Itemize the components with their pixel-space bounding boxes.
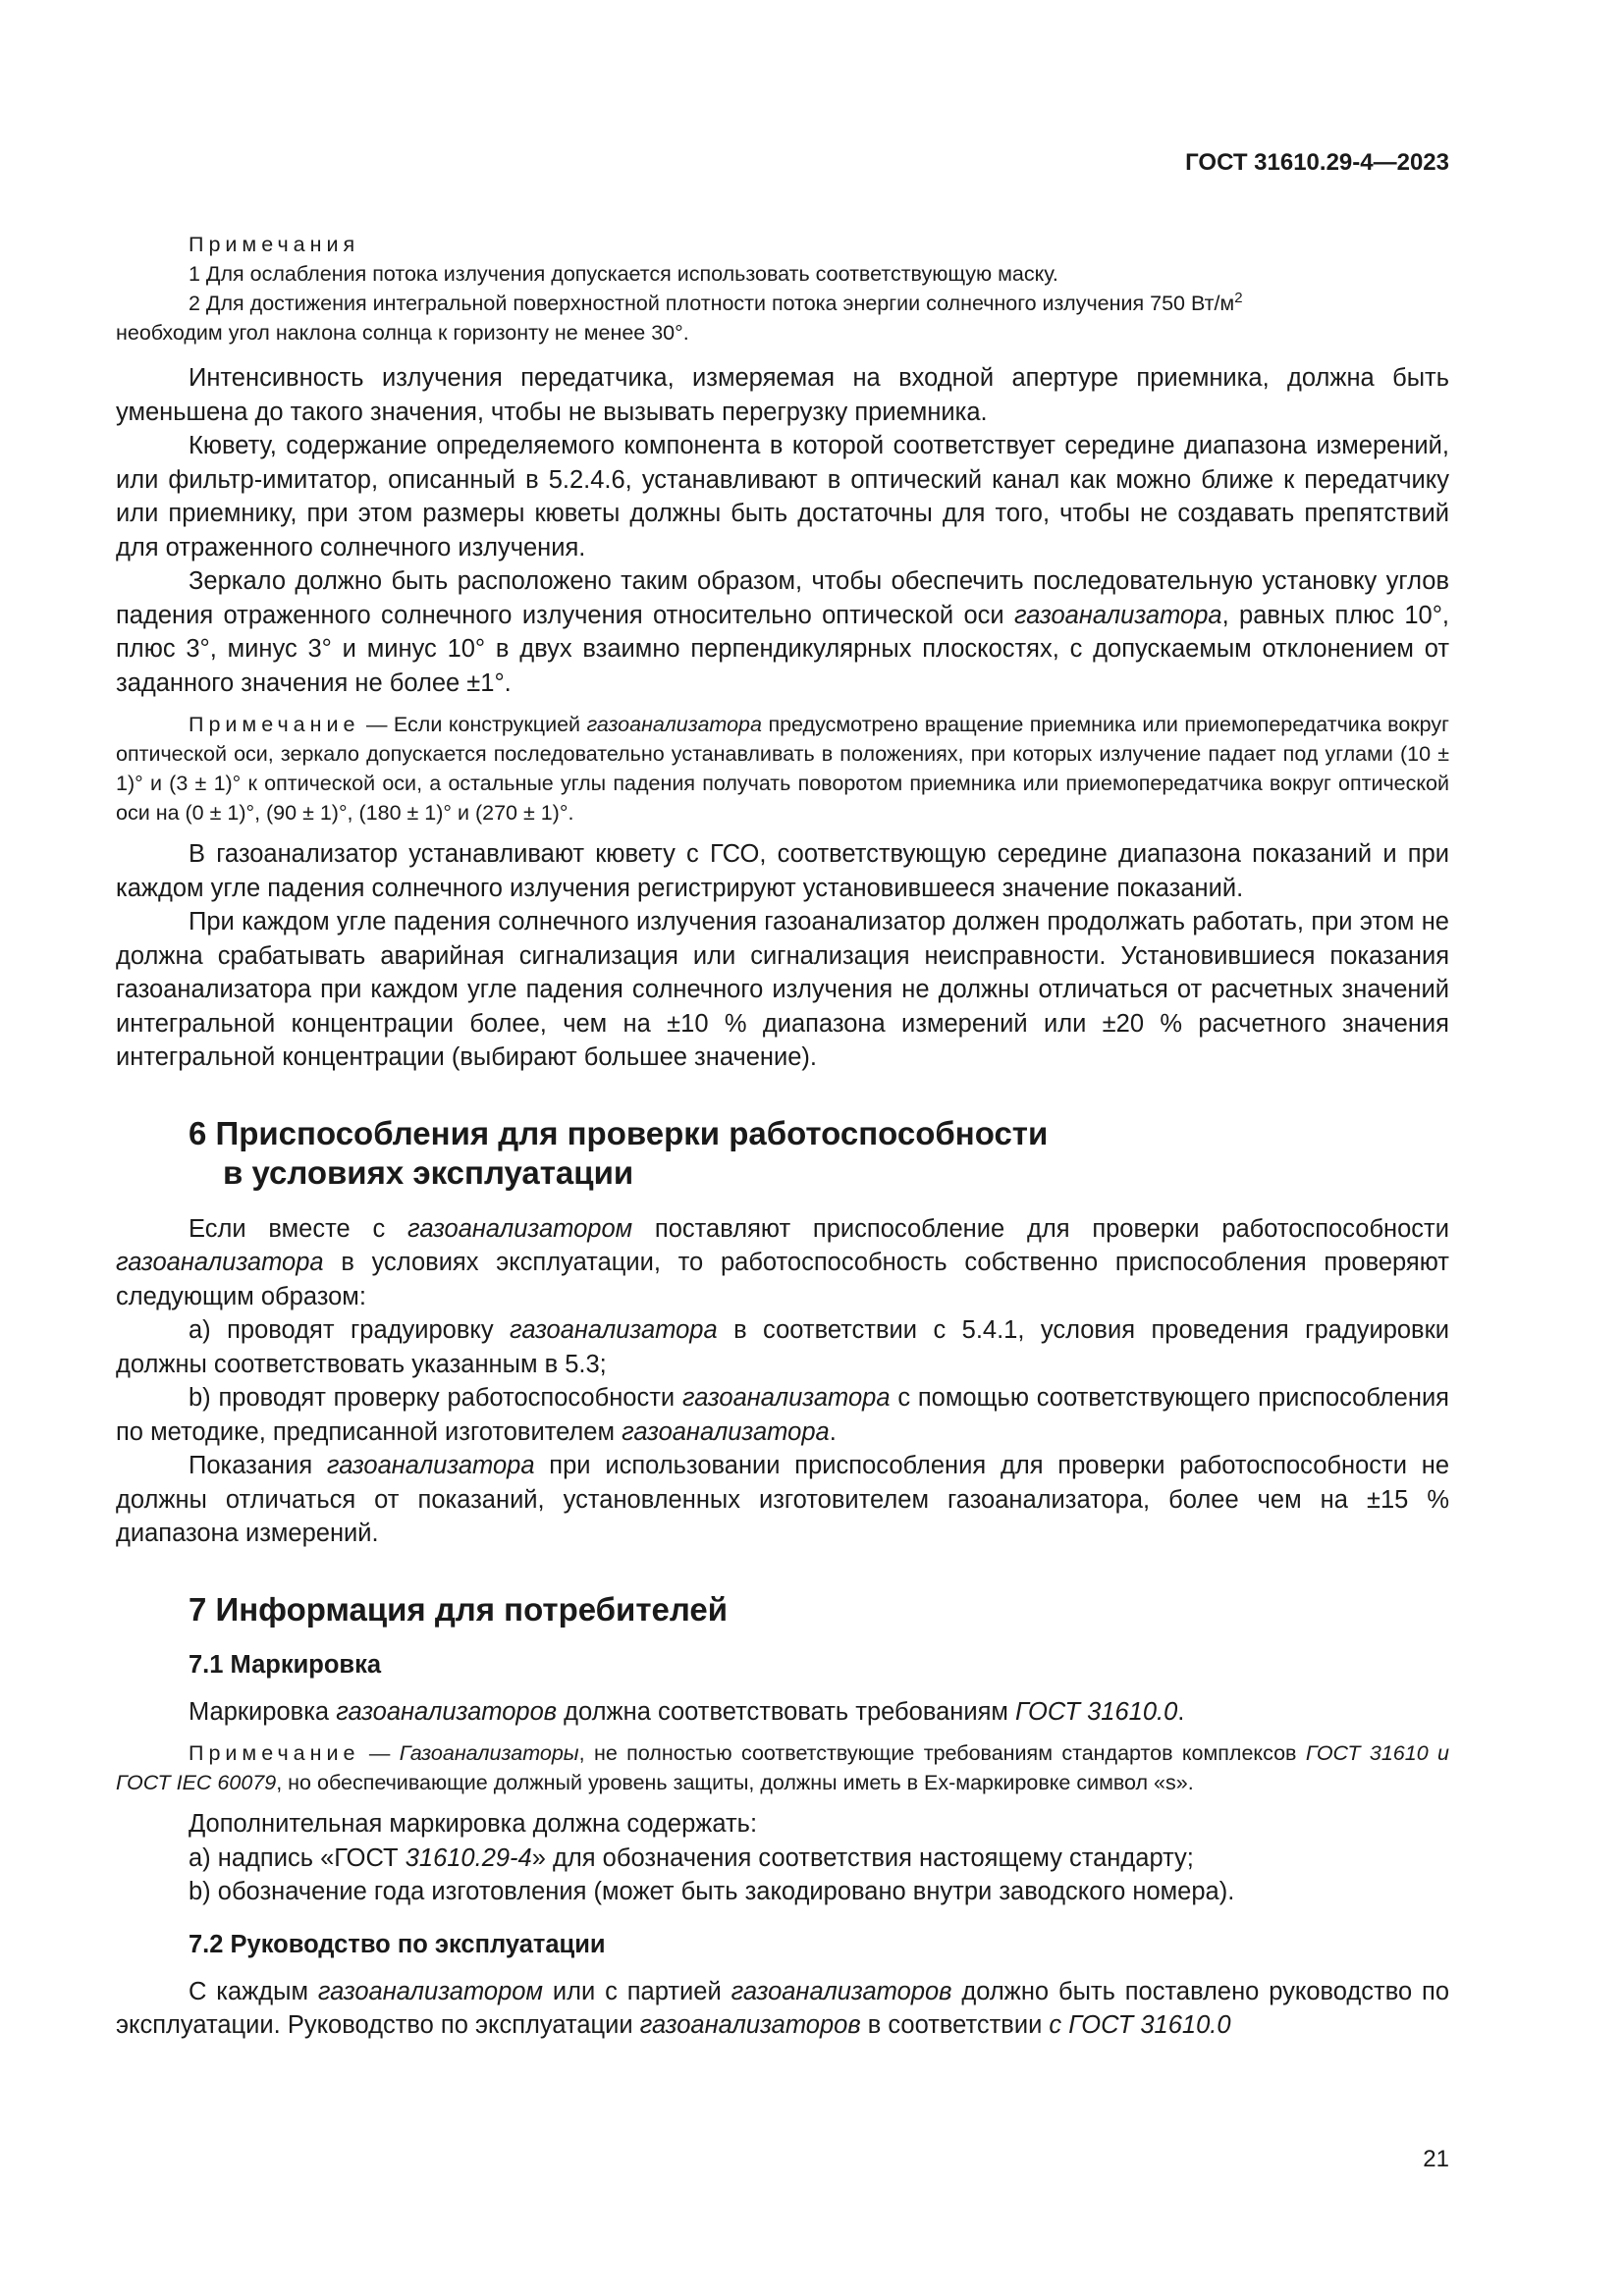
- paragraph: Интенсивность излучения передатчика, измеряемая на входной апертуре приемника, должна быть уменьшена до такого значения, чтобы не вызывать перегрузку приемника.: [116, 364, 1449, 426]
- subsection-7-2-heading: 7.2 Руководство по эксплуатации: [189, 1930, 606, 1958]
- note-2-continued: необходим угол наклона солнца к горизонту не менее 30°.: [116, 321, 689, 345]
- paragraph: Если вместе с газоанализатором поставляют приспособление для проверки работоспособности газоанализатора в условиях эксплуатации, то работоспособность собственно приспособления проверяют следующим образом:: [116, 1214, 1449, 1310]
- document-header: ГОСТ 31610.29-4—2023: [1185, 149, 1449, 176]
- paragraph: С каждым газоанализатором или с партией газоанализаторов должно быть поставлено руководство по эксплуатации. Руководство по эксплуатации газоанализаторов в соответствии с ГОСТ 31610.0: [116, 1977, 1450, 2039]
- paragraph: Показания газоанализатора при использовании приспособления для проверки работоспособности не должны отличаться от показаний, установленных изготовителем газоанализатора, более чем на ±15 % диапазона измерений.: [116, 1452, 1449, 1547]
- list-item: а) надпись «ГОСТ 31610.29-4» для обозначения соответствия настоящему стандарту;: [189, 1843, 1194, 1872]
- paragraph: Кювету, содержание определяемого компонента в которой соответствует середине диапазона измерений, или фильтр-имитатор, описанный в 5.2.4.6, устанавливают в оптический канал как можно ближе к передатчику или приемнику, при этом размеры кюветы должны быть достаточны для того, чтобы не создавать препятствий для отраженного солнечного излучения.: [116, 432, 1449, 561]
- paragraph: Дополнительная маркировка должна содержать:: [189, 1810, 758, 1838]
- subsection-7-1-heading: 7.1 Маркировка: [189, 1650, 382, 1679]
- notes-title: Примечания: [189, 233, 360, 256]
- paragraph: Зеркало должно быть расположено таким образом, чтобы обеспечить последовательную установку углов падения отраженного солнечного излучения относительно оптической оси газоанализатора, равных плюс 10°, плюс 3°, минус 3° и минус 10° в двух взаимно перпендикулярных плоскостях, с допускаемым отклонением от заданного значения не более ±1°.: [116, 567, 1449, 697]
- paragraph: При каждом угле падения солнечного излучения газоанализатор должен продолжать работать, при этом не должна срабатывать аварийная сигнализация или сигнализация неисправности. Установившиеся показания газоанализатора при каждом угле падения солнечного излучения не должны отличаться от расчетных значений интегральной концентрации более, чем на ±10 % диапазона измерений или ±20 % расчетного значения интегральной концентрации (выбирают большее значение).: [116, 908, 1449, 1071]
- list-item: а) проводят градуировку газоанализатора в соответствии с 5.4.1, условия проведения градуировки должны соответствовать указанным в 5.3;: [116, 1316, 1450, 1378]
- note-1: 1 Для ослабления потока излучения допускается использовать соответствующую маску.: [189, 262, 1058, 286]
- list-item: b) проводят проверку работоспособности газоанализатора с помощью соответствующего приспособления по методике, предписанной изготовителем газоанализатора.: [116, 1384, 1449, 1446]
- page-content: [116, 230, 1449, 2043]
- note-marking: Примечание — Газоанализаторы, не полностью соответствующие требованиям стандартов комплексов ГОСТ 31610 и ГОСТ IEC 60079, но обеспечивающие должный уровень защиты, должны иметь в Ех-маркировке символ «s».: [116, 1741, 1449, 1794]
- section-6-heading: 6 Приспособления для проверки работоспособности в условиях эксплуатации: [189, 1114, 1049, 1191]
- paragraph: В газоанализатор устанавливают кювету с ГСО, соответствующую середине диапазона показаний и при каждом угле падения солнечного излучения регистрируют установившееся значение показаний.: [116, 840, 1449, 902]
- paragraph: Маркировка газоанализаторов должна соответствовать требованиям ГОСТ 31610.0.: [189, 1697, 1185, 1726]
- note-2: 2 Для достижения интегральной поверхностной плотности потока энергии солнечного излучения 750 $Вт/м^2$: [189, 289, 1243, 315]
- list-item: b) обозначение года изготовления (может быть закодировано внутри заводского номера).: [189, 1878, 1235, 1905]
- section-7-heading: 7 Информация для потребителей: [189, 1590, 729, 1628]
- page-number: 21: [1423, 2146, 1449, 2172]
- note-rotation: Примечание — Если конструкцией газоанализатора предусмотрено вращение приемника или приемопередатчика вокруг оптической оси, зеркало допускается последовательно устанавливать в положениях, при которых излучение падает под углами (10 ± 1)° и (3 ± 1)° к оптической оси, а остальные углы падения получать поворотом приемника или приемопередатчика вокруг оптической оси на (0 ± 1)°, (90 ± 1)°, (180 ± 1)° и (270 ± 1)°.: [116, 713, 1449, 825]
